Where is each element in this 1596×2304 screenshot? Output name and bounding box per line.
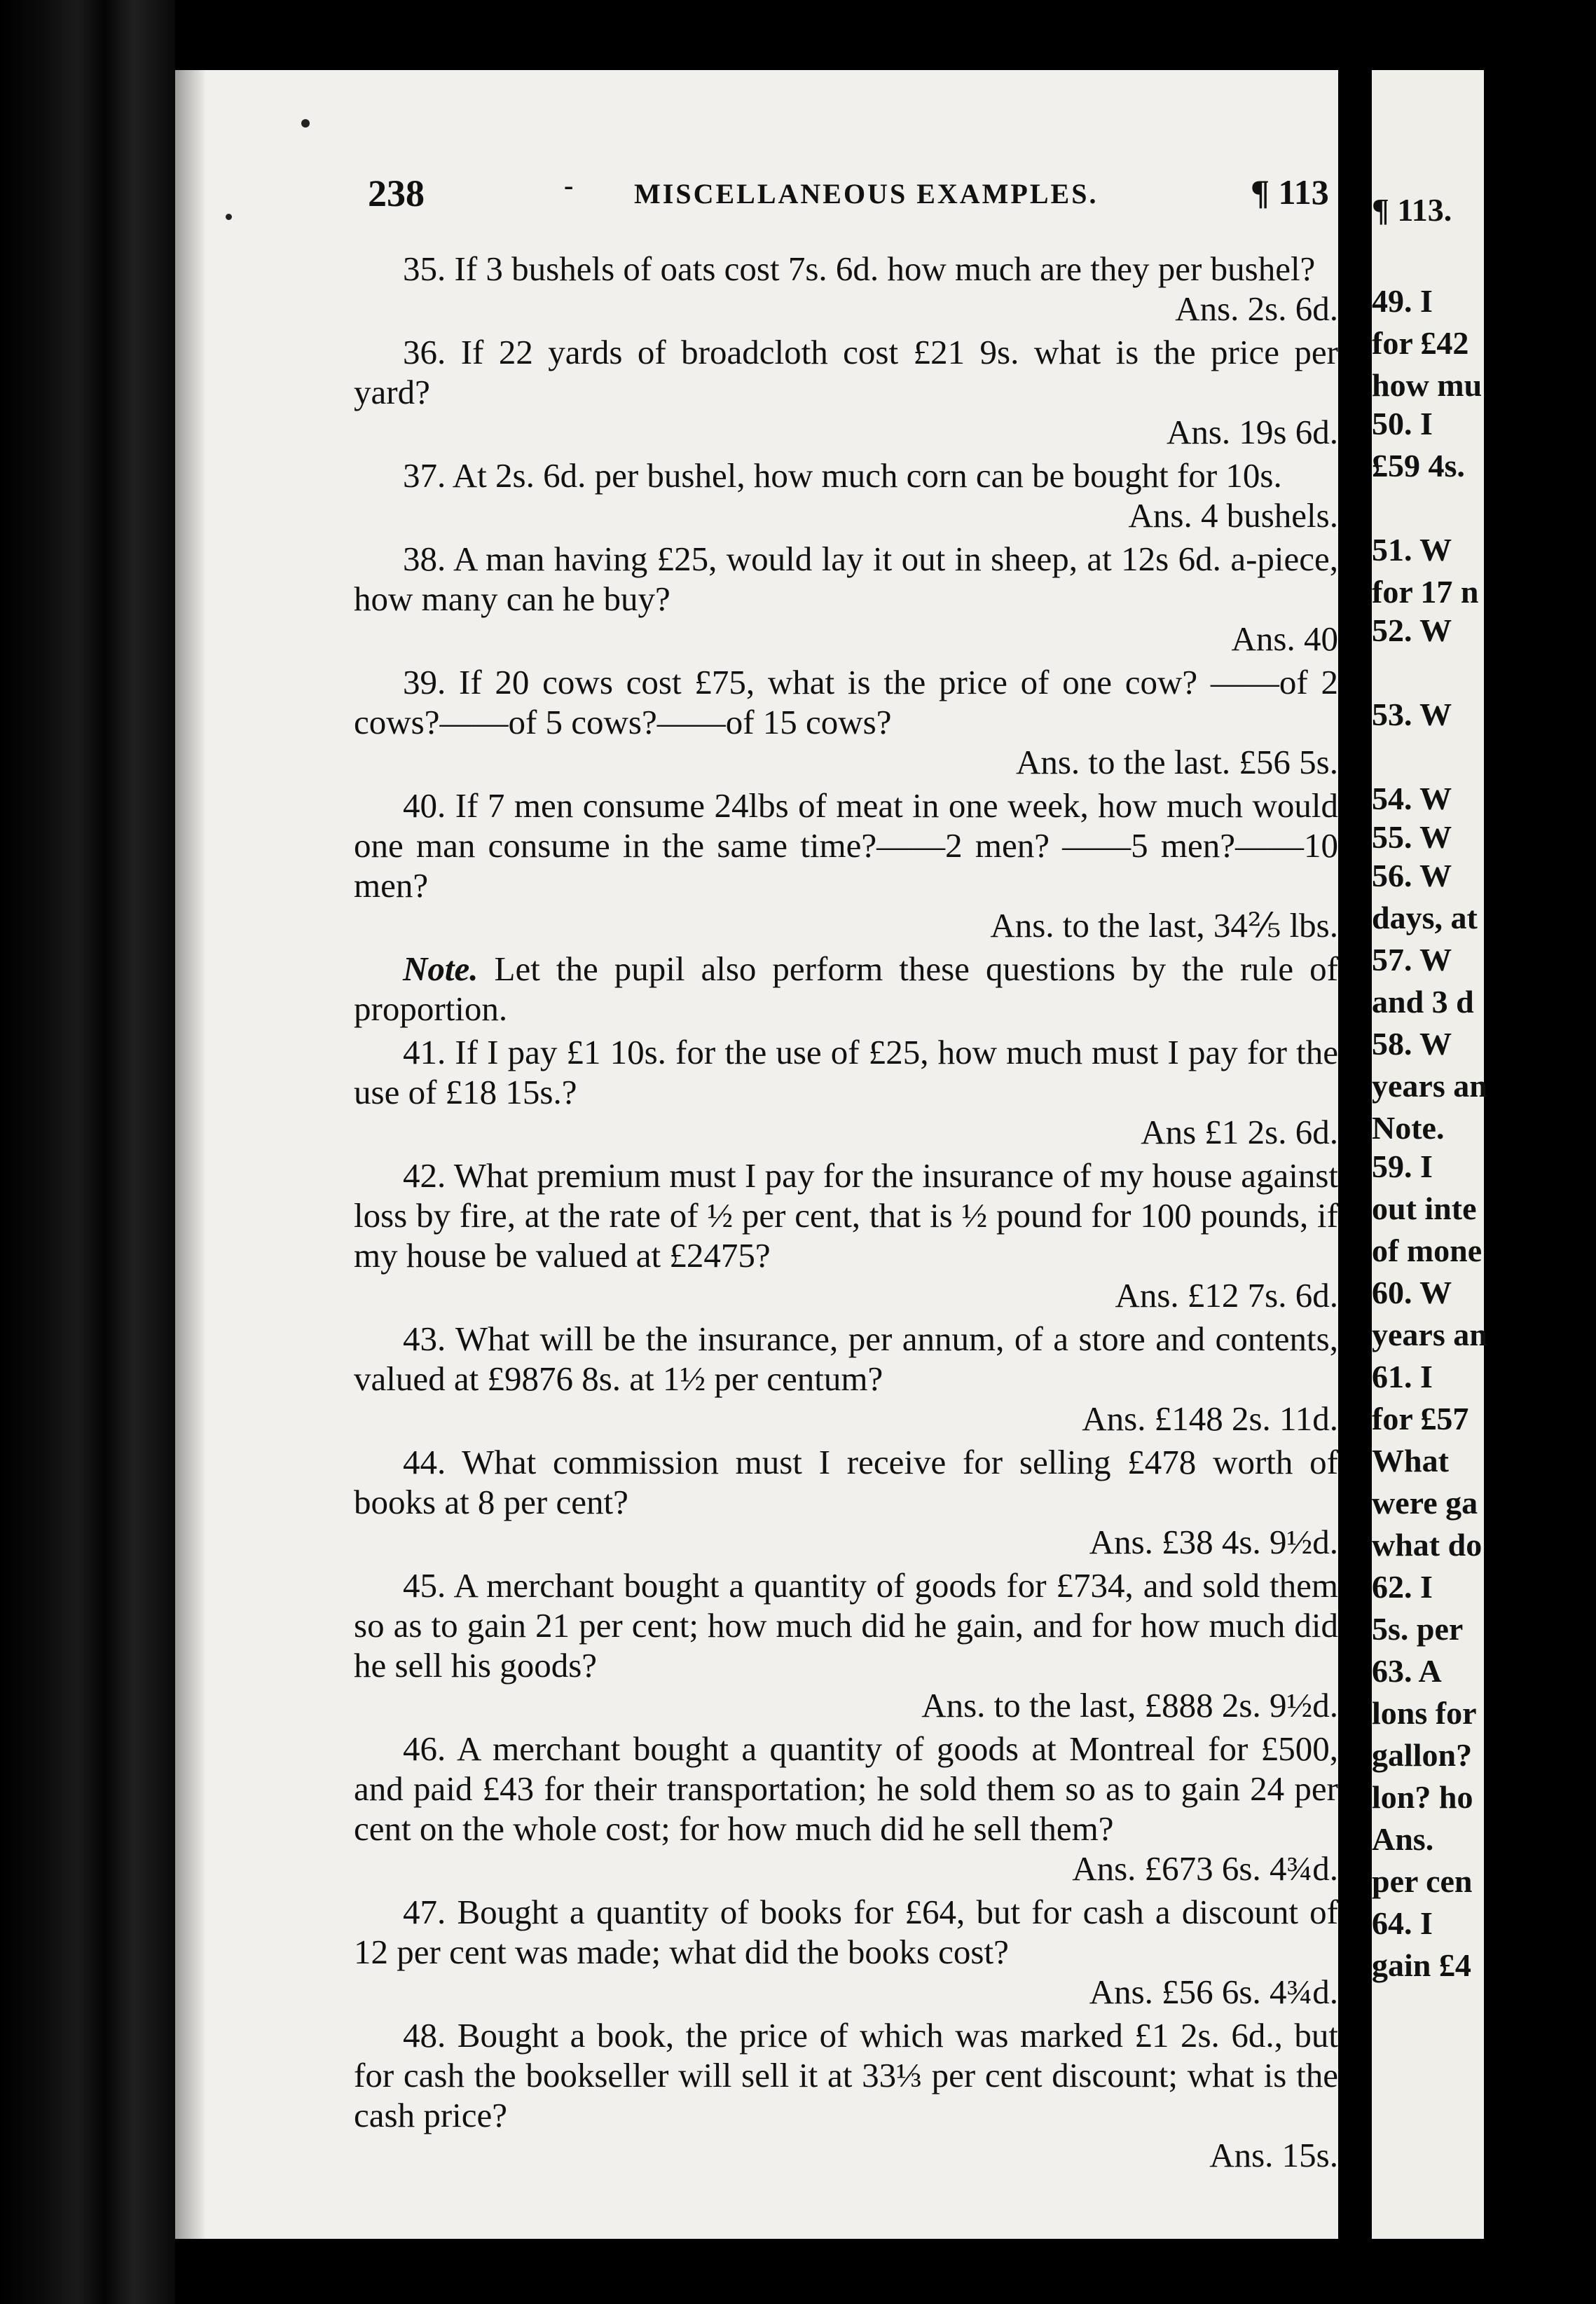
answer-48: Ans. 15s. [1209,2136,1338,2174]
right-page-line: and 3 d [1372,984,1474,1020]
question-46: 46. A merchant bought a quantity of goods at Montreal for £500, and paid £43 for their transportation; he sold them so as to gain 24 per cent on the whole cost; for how much did he sell them? Ans. £673 6s. 4¾d. [354,1729,1338,1888]
right-page-line: Note. [1372,1110,1445,1146]
question-35: 35. If 3 bushels of oats cost 7s. 6d. how much are they per bushel? Ans. 2s. 6d. [354,249,1338,329]
question-47: 47. Bought a quantity of books for £64, but for cash a discount of 12 per cent was made; what did the books cost? Ans. £56 6s. 4¾d. [354,1893,1338,2011]
answer-45: Ans. to the last, £888 2s. 9½d. [921,1686,1338,1724]
right-page-line: out inte [1372,1191,1477,1226]
right-page-line: days, at [1372,900,1478,935]
book-binding-edge [0,0,175,2304]
ink-speck [301,119,310,128]
right-page-line: 56. W [1372,858,1452,893]
right-page-line: for £57 [1372,1401,1469,1436]
right-page-line: of mone [1372,1233,1483,1268]
right-page-line: for 17 n [1372,574,1479,610]
right-page-line: 50. I [1372,406,1433,441]
section-mark: ¶ 113 [1251,172,1329,212]
right-page-line: lons for [1372,1695,1477,1731]
answer-43: Ans. £148 2s. 11d. [1082,1399,1338,1438]
question-43: 43. What will be the insurance, per annum, of a store and contents, valued at £9876 8s. at 1½ per centum? Ans. £148 2s. 11d. [354,1319,1338,1438]
right-page-line: 63. A [1372,1653,1442,1689]
answer-39: Ans. to the last. £56 5s. [1015,743,1338,781]
question-41: 41. If I pay £1 10s. for the use of £25, how much must I pay for the use of £18 15s.? Ans £1 2s. 6d. [354,1033,1338,1151]
page-gutter [1338,70,1372,2239]
right-page-line: lon? ho [1372,1779,1473,1815]
question-40: 40. If 7 men consume 24lbs of meat in one week, how much would one man consume in the same time?——2 men? ——5 men?——10 men? Ans. to the last, 34⅖ lbs. [354,786,1338,945]
right-page [1372,70,1487,2239]
right-page-line: 51. W [1372,532,1452,568]
answer-44: Ans. £38 4s. 9½d. [1089,1523,1338,1561]
right-page-line: how mu [1372,367,1483,403]
question-36: 36. If 22 yards of broadcloth cost £21 9s. what is the price per yard? Ans. 19s 6d. [354,333,1338,451]
right-page-line: gallon? [1372,1737,1473,1773]
answer-46: Ans. £673 6s. 4¾d. [1072,1849,1338,1888]
answer-47: Ans. £56 6s. 4¾d. [1089,1973,1338,2011]
ink-speck [226,214,232,220]
running-title: MISCELLANEOUS EXAMPLES. [634,178,1099,210]
answer-42: Ans. £12 7s. 6d. [1115,1276,1338,1315]
page-shadow [175,70,207,2239]
page-number: 238 [368,172,425,214]
right-page-line: 5s. per [1372,1611,1464,1647]
right-page-line: 62. I [1372,1569,1433,1605]
right-page-line: 59. I [1372,1148,1433,1184]
right-page-line: 64. I [1372,1905,1433,1941]
right-page-line: 52. W [1372,612,1452,648]
answer-38: Ans. 40 [1231,619,1338,658]
right-page-line: 58. W [1372,1026,1452,1062]
answer-40: Ans. to the last, 34⅖ lbs. [990,906,1338,945]
question-45: 45. A merchant bought a quantity of goods for £734, and sold them so as to gain 21 per cent; how much did he gain, and for how much did he sell his goods? Ans. to the last, £888 2s. 9½d. [354,1566,1338,1724]
right-page-line: were ga [1372,1485,1478,1521]
question-42: 42. What premium must I pay for the insurance of my house against loss by fire, at the rate of ½ per cent, that is ½ pound for 100 pounds, if my house be valued at £2475? Ans. £12 7s. 6d. [354,1156,1338,1315]
right-page-line: years an [1372,1317,1487,1352]
answer-37: Ans. 4 bushels. [1128,496,1338,535]
page-body [354,249,1338,2174]
right-page-line: 61. I [1372,1359,1433,1394]
right-page-line: gain £4 [1372,1947,1471,1983]
right-page-line: years an [1372,1068,1487,1104]
answer-41: Ans £1 2s. 6d. [1141,1113,1338,1151]
note-paragraph [354,949,1338,1029]
right-page-line: What [1372,1443,1449,1479]
right-page-line: 57. W [1372,942,1452,978]
right-page-line: 54. W [1372,781,1452,816]
header-dash: - [564,170,574,201]
question-39: 39. If 20 cows cost £75, what is the price of one cow? ——of 2 cows?——of 5 cows?——of 15 cows? Ans. to the last. £56 5s. [354,663,1338,781]
right-page-line: for £42 [1372,325,1469,361]
note-label: Note. [403,949,479,988]
right-page-line: £59 4s. [1372,448,1465,484]
right-page-line: Ans. [1372,1821,1434,1857]
right-page-line: 60. W [1372,1275,1452,1310]
question-48: 48. Bought a book, the price of which was marked £1 2s. 6d., but for cash the bookseller will sell it at 33⅓ per cent discount; what is the cash price? Ans. 15s. [354,2016,1338,2174]
note-text: Let the pupil also perform these questions by the rule of proportion. [354,949,1338,1028]
answer-36: Ans. 19s 6d. [1166,413,1338,451]
right-page-line: ¶ 113. [1372,192,1452,228]
right-page-line: 53. W [1372,697,1452,732]
right-page-text [1372,70,1596,2239]
right-page-line: what do [1372,1527,1483,1563]
right-page-line: per cen [1372,1863,1473,1899]
answer-35: Ans. 2s. 6d. [1175,289,1338,328]
question-44: 44. What commission must I receive for selling £478 worth of books at 8 per cent? Ans. £38 4s. 9½d. [354,1443,1338,1561]
right-page-line: 55. W [1372,819,1452,855]
question-38: 38. A man having £25, would lay it out in sheep, at 12s 6d. a-piece, how many can he buy? Ans. 40 [354,540,1338,658]
right-page-line: 49. I [1372,283,1433,319]
question-37: 37. At 2s. 6d. per bushel, how much corn can be bought for 10s. Ans. 4 bushels. [354,455,1338,535]
page-header [354,172,1338,228]
